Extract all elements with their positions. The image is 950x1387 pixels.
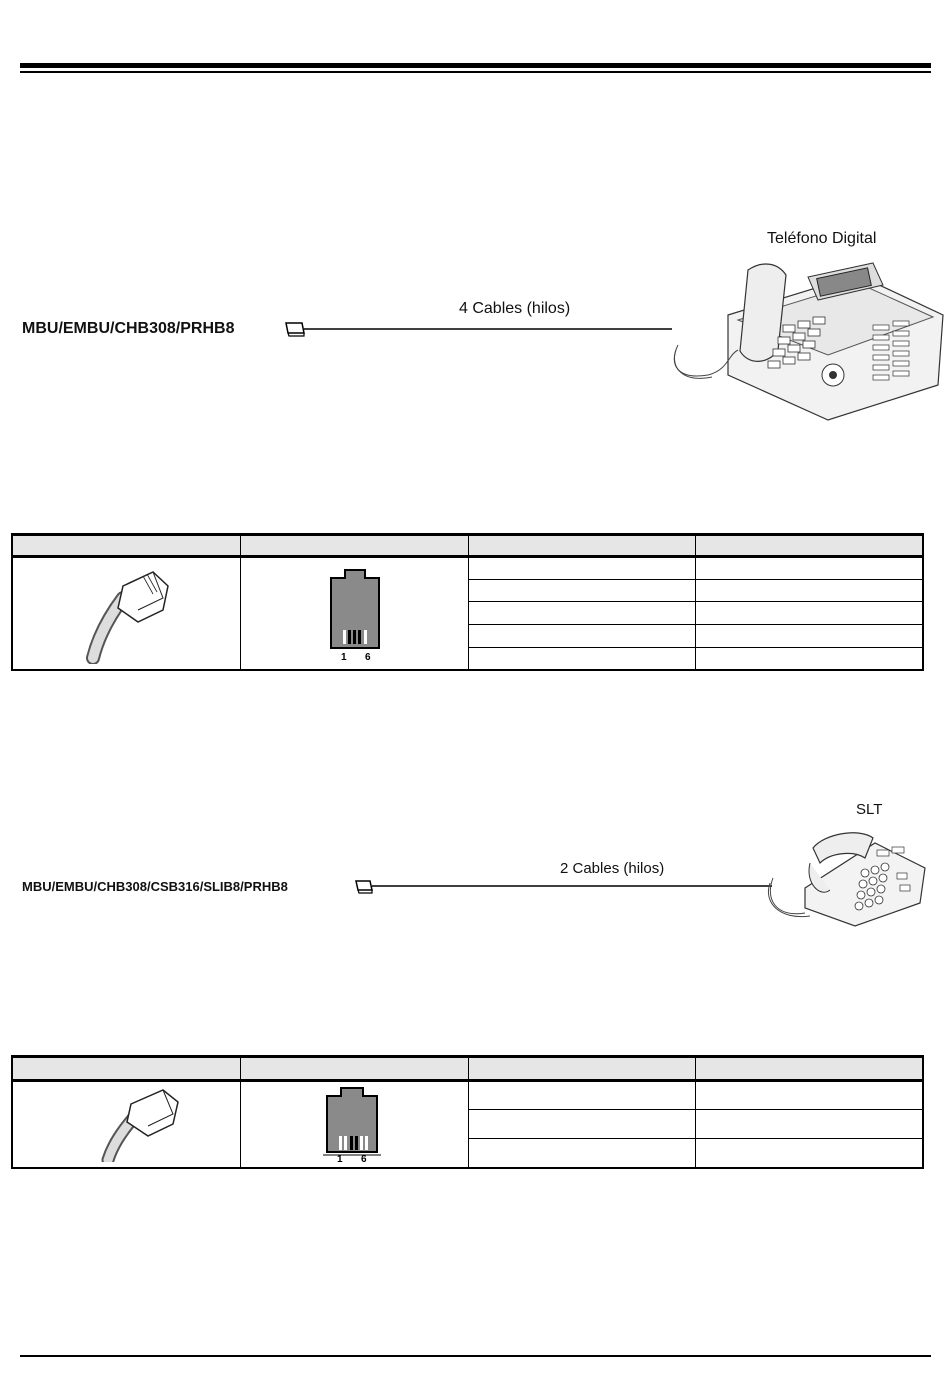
table1-cell [468,647,695,670]
table1-cell [695,579,923,602]
header-rule-thin [20,71,931,73]
cable-label-2: 2 Cables (hilos) [560,860,665,877]
table2-cell [695,1139,923,1168]
modular-plug-icon [13,1082,241,1162]
plug-cell [12,557,240,671]
table1-cell [695,602,923,625]
table2-header-cell [240,1057,468,1081]
table1-cell [468,557,695,580]
table2-cell [468,1139,695,1168]
jack-cell [240,1081,468,1169]
slt-phone-icon [765,828,930,928]
modular-jack-icon [241,558,469,664]
table2-cell [695,1110,923,1139]
jack-cell [240,557,468,671]
table1-cell [695,647,923,670]
header-rule-thick [20,63,931,68]
board-label-1: MBU/EMBU/CHB308/PRHB8 [22,320,235,337]
table1-header-cell [695,535,923,557]
table2-cell [695,1081,923,1110]
table1-header-cell [468,535,695,557]
slt-phone-caption: SLT [856,801,883,818]
modular-plug-icon [13,558,241,664]
table1-cell [468,602,695,625]
table1-header-cell [12,535,240,557]
digital-phone-caption: Teléfono Digital [767,230,877,247]
table2-cell [468,1081,695,1110]
pin-table-1 [11,533,924,671]
table1-header-cell [240,535,468,557]
plug-cell [12,1081,240,1169]
footer-rule [20,1355,931,1357]
modular-jack-icon [241,1082,469,1162]
cable-label-4: 4 Cables (hilos) [459,300,571,317]
pin-table-2 [11,1055,924,1169]
table1-cell [468,579,695,602]
connector-icon [286,323,304,336]
jack-pin-first: 1 [340,652,347,663]
jack-pin-last: 6 [360,1154,367,1162]
digital-phone-icon [668,255,948,425]
table2-header-cell [468,1057,695,1081]
jack-pin-last: 6 [364,652,371,663]
jack-pin-first: 1 [336,1154,343,1162]
connection-line-1 [284,320,674,340]
table1-cell [468,625,695,648]
connection-line-2 [354,878,774,896]
connector-icon [356,881,372,893]
table2-cell [468,1110,695,1139]
table2-header-cell [12,1057,240,1081]
board-label-2: MBU/EMBU/CHB308/CSB316/SLIB8/PRHB8 [22,879,288,894]
table1-cell [695,625,923,648]
table2-header-cell [695,1057,923,1081]
table1-cell [695,557,923,580]
